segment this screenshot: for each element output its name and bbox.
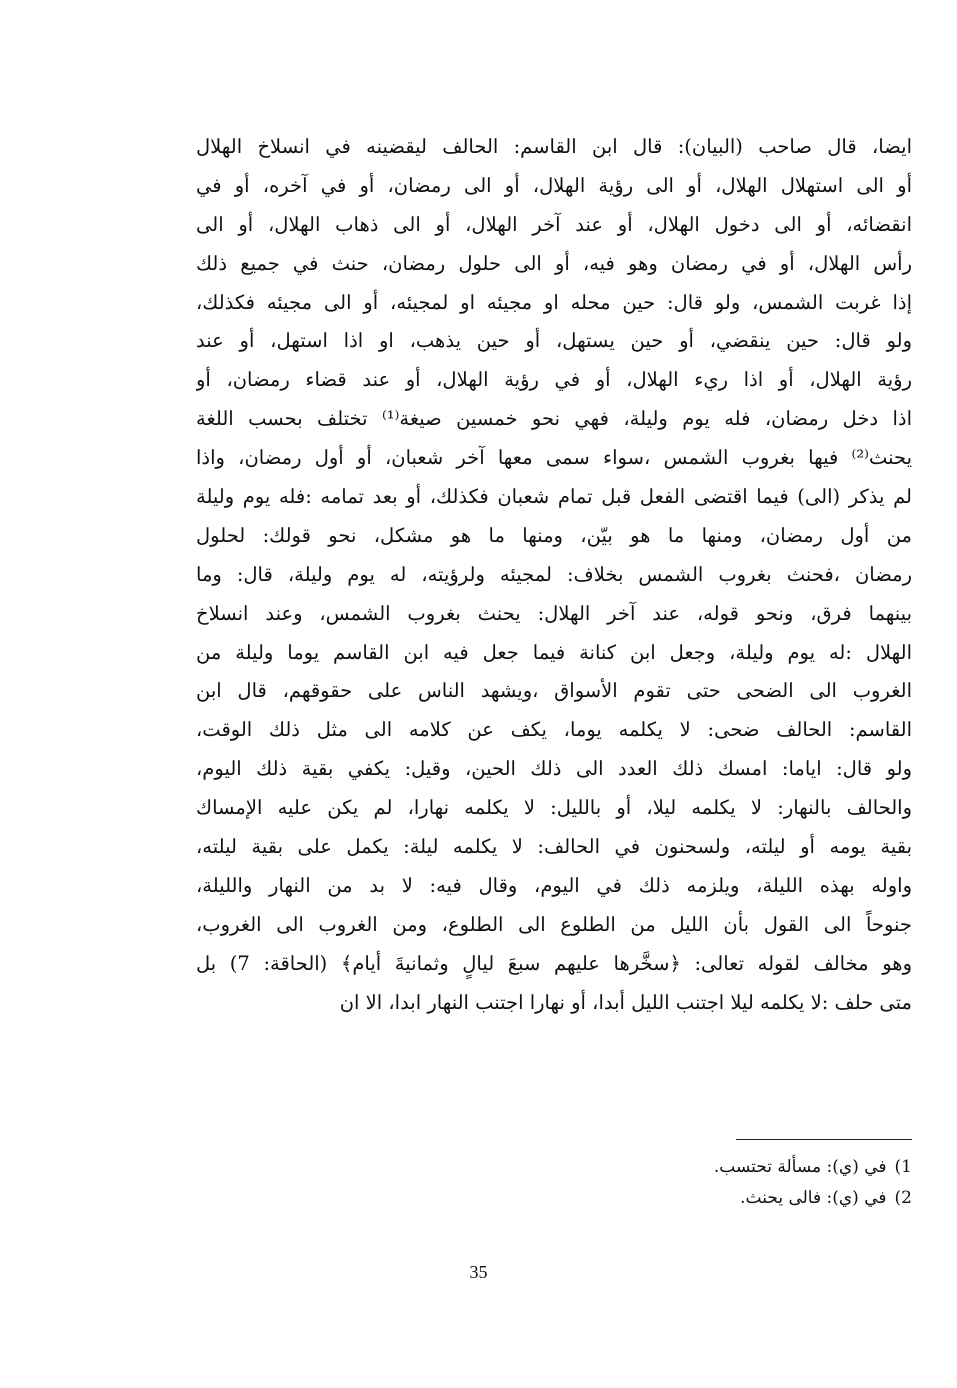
footnote-separator — [736, 1139, 912, 1140]
text-line: الهلال :له يوم وليلة، وجعل ابن كنانة فيما جعل فيه ابن القاسم يوما وليلة من — [196, 640, 912, 664]
text-line: رؤية الهلال، أو اذا ريء الهلال، أو في رؤية الهلال، أو عند قضاء رمضان، أو — [196, 368, 912, 392]
text-line: من أول رمضان، ومنها ما هو بيّن، ومنها ما هو مشكل، نحو قولك: لحلول — [196, 523, 912, 547]
text-line: بقية يومه أو ليلته، ولسحنون في الحالف: لا يكلمه ليلة: يكمل على بقية ليلته، — [196, 835, 912, 859]
footnote-text: في (ي): مسألة تحتسب. — [713, 1157, 887, 1177]
text-line: انقضائه، أو الى دخول الهلال، أو عند آخر الهلال، أو الى ذهاب الهلال، أو الى — [196, 212, 912, 236]
text-line: القاسم: الحالف ضحى: لا يكلمه يوما، يكف عن كلامه الى مثل ذلك الوقت، — [196, 718, 912, 742]
text-line: رمضان ،فحنث بغروب الشمس بخلاف: لمجيئه ولرؤيته، له يوم وليلة، قال: وما — [196, 562, 912, 586]
footnote-text: في (ي): فالى يحنث. — [740, 1188, 887, 1208]
main-text-block — [196, 128, 912, 1022]
footnote-number: 2) — [894, 1188, 912, 1208]
text-line: ولو قال: اياما: امسك ذلك العدد الى ذلك الحين، وقيل: يكفي بقية ذلك اليوم، — [196, 757, 912, 781]
text-line: وهو مخالف لقوله تعالى: ﴿سخَّرها عليهم سبعَ ليالٍ وثمانيةَ أيام﴾ (الحاقة: 7) بل — [196, 951, 912, 975]
text-line: والحالف بالنهار: لا يكلمه ليلا، أو بالليل: لا يكلمه نهارا، لم يكن عليه الإمساك — [196, 796, 912, 820]
text-line: جنوحاً الى القول بأن الليل من الطلوع الى الطلوع، ومن الغروب الى الغروب، — [196, 912, 912, 936]
text-line: ولو قال: حين ينقضي، أو حين يستهل، أو حين يذهب، او اذا استهل، أو عند — [196, 329, 912, 353]
text-line: يحنث⁽²⁾ فيها بغروب الشمس ،سواء سمى معها آخر شعبان، أو أول رمضان، واذا — [196, 446, 912, 470]
footnotes — [560, 1152, 912, 1214]
footnote-number: 1) — [894, 1157, 912, 1177]
text-line: اذا دخل رمضان، فله يوم وليلة، فهي نحو خمسين صيغة⁽¹⁾ تختلف بحسب اللغة — [196, 407, 912, 431]
text-line: الغروب الى الضحى حتى تقوم الأسواق ،ويشهد الناس على حقوقهم، قال ابن — [196, 679, 912, 703]
text-line: ايضا، قال صاحب (البيان): قال ابن القاسم: الحالف ليقضينه في انسلاخ الهلال — [196, 135, 912, 158]
text-line: رأس الهلال، أو في رمضان وهو فيه، أو الى حلول رمضان، حنث في جميع ذلك — [196, 251, 912, 275]
text-line: بينهما فرق، ونحو قوله، عند آخر الهلال: يحنث بغروب الشمس، وعند انسلاخ — [196, 601, 912, 625]
text-line: متى حلف :لا يكلمه ليلا اجتنب الليل أبدا، أو نهارا اجتنب النهار ابدا، الا ان — [339, 990, 912, 1014]
text-line: واوله بهذه الليلة، ويلزمه ذلك في اليوم، وقال فيه: لا بد من النهار والليلة، — [196, 873, 912, 897]
text-line: أو الى استهلال الهلال، أو الى رؤية الهلال، أو الى رمضان، أو في آخره، أو في — [196, 173, 912, 197]
text-line: لم يذكر (الى) فيما اقتضى الفعل قبل تمام شعبان فكذلك، أو بعد تمامه :فله يوم وليلة — [196, 485, 912, 509]
footnote-item — [560, 1183, 912, 1214]
page-number: 35 — [469, 1262, 488, 1282]
footnote-item — [560, 1152, 912, 1183]
text-line: إذا غربت الشمس، ولو قال: حين محله او مجيئه او لمجيئه، أو الى مجيئه فكذلك، — [196, 290, 912, 314]
